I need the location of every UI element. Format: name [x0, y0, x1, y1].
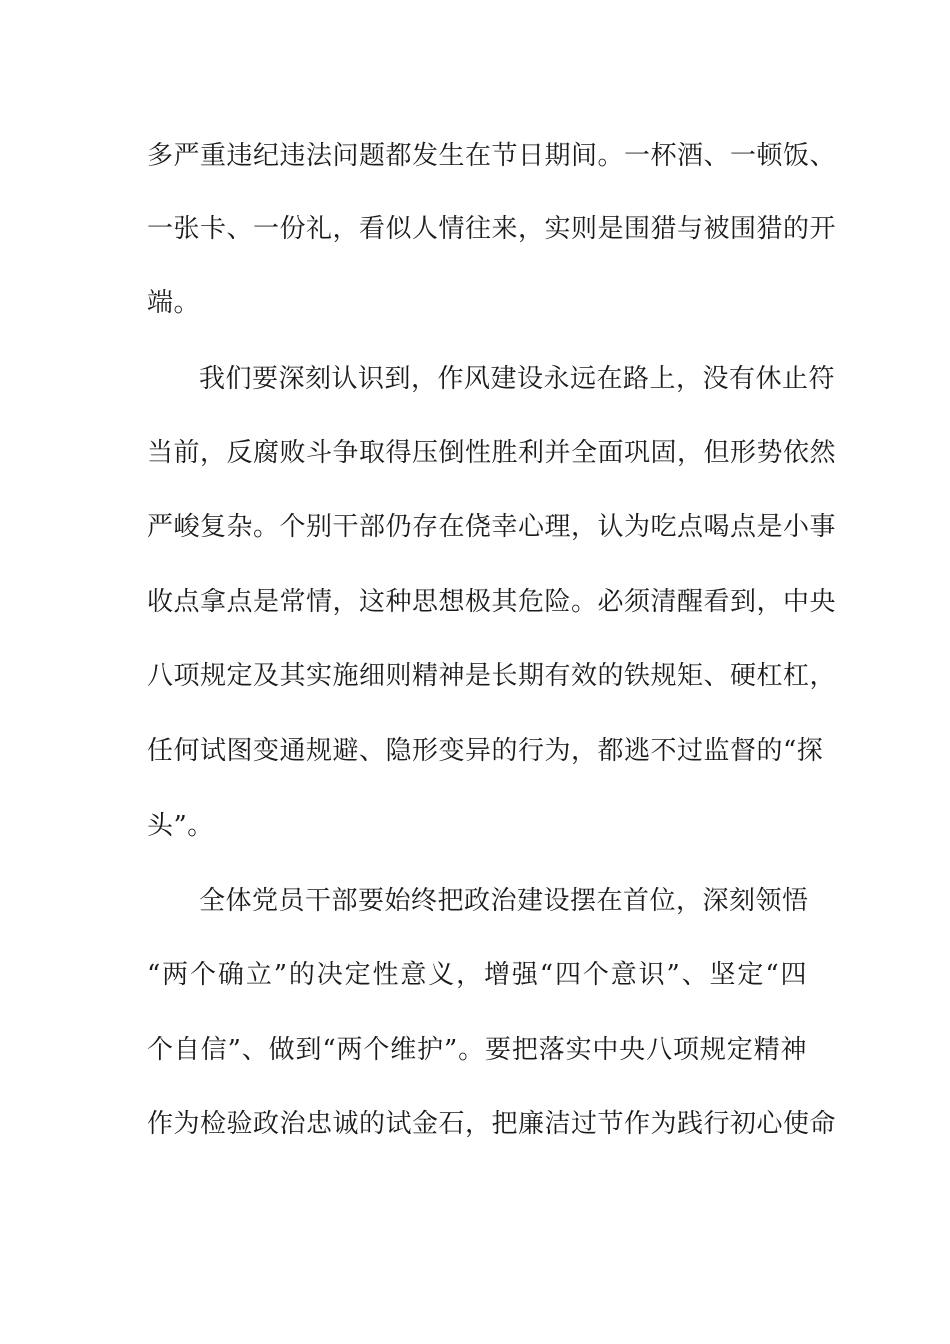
text-line-11: 全体党员干部要始终把政治建设摆在首位，深刻领悟 [199, 886, 809, 916]
text-line-9: 任何试图变通规避、隐形变异的行为，都逃不过监督的“探 [147, 736, 824, 766]
text-line-8: 八项规定及其实施细则精神是长期有效的铁规矩、硬杠杠， [147, 661, 837, 691]
text-line-4: 我们要深刻认识到，作风建设永远在路上，没有休止符 [199, 364, 836, 394]
text-line-3: 端。 [147, 288, 201, 318]
text-line-1: 多严重违纪违法问题都发生在节日期间。一杯酒、一顿饭、 [147, 141, 837, 171]
text-line-5: 当前，反腐败斗争取得压倒性胜利并全面巩固，但形势依然 [147, 438, 837, 468]
text-line-6: 严峻复杂。个别干部仍存在侥幸心理，认为吃点喝点是小事 [147, 512, 837, 542]
text-line-2: 一张卡、一份礼，看似人情往来，实则是围猎与被围猎的开 [147, 214, 837, 244]
text-line-7: 收点拿点是常情，这种思想极其危险。必须清醒看到，中央 [147, 587, 837, 617]
text-line-13: 个自信”、做到“两个维护”。要把落实中央八项规定精神 [147, 1035, 807, 1065]
text-line-14: 作为检验政治忠诚的试金石，把廉洁过节作为践行初心使命 [147, 1109, 837, 1139]
text-line-12: “两个确立”的决定性意义，增强“四个意识”、坚定“四 [147, 960, 807, 990]
text-line-10: 头”。 [147, 811, 214, 841]
